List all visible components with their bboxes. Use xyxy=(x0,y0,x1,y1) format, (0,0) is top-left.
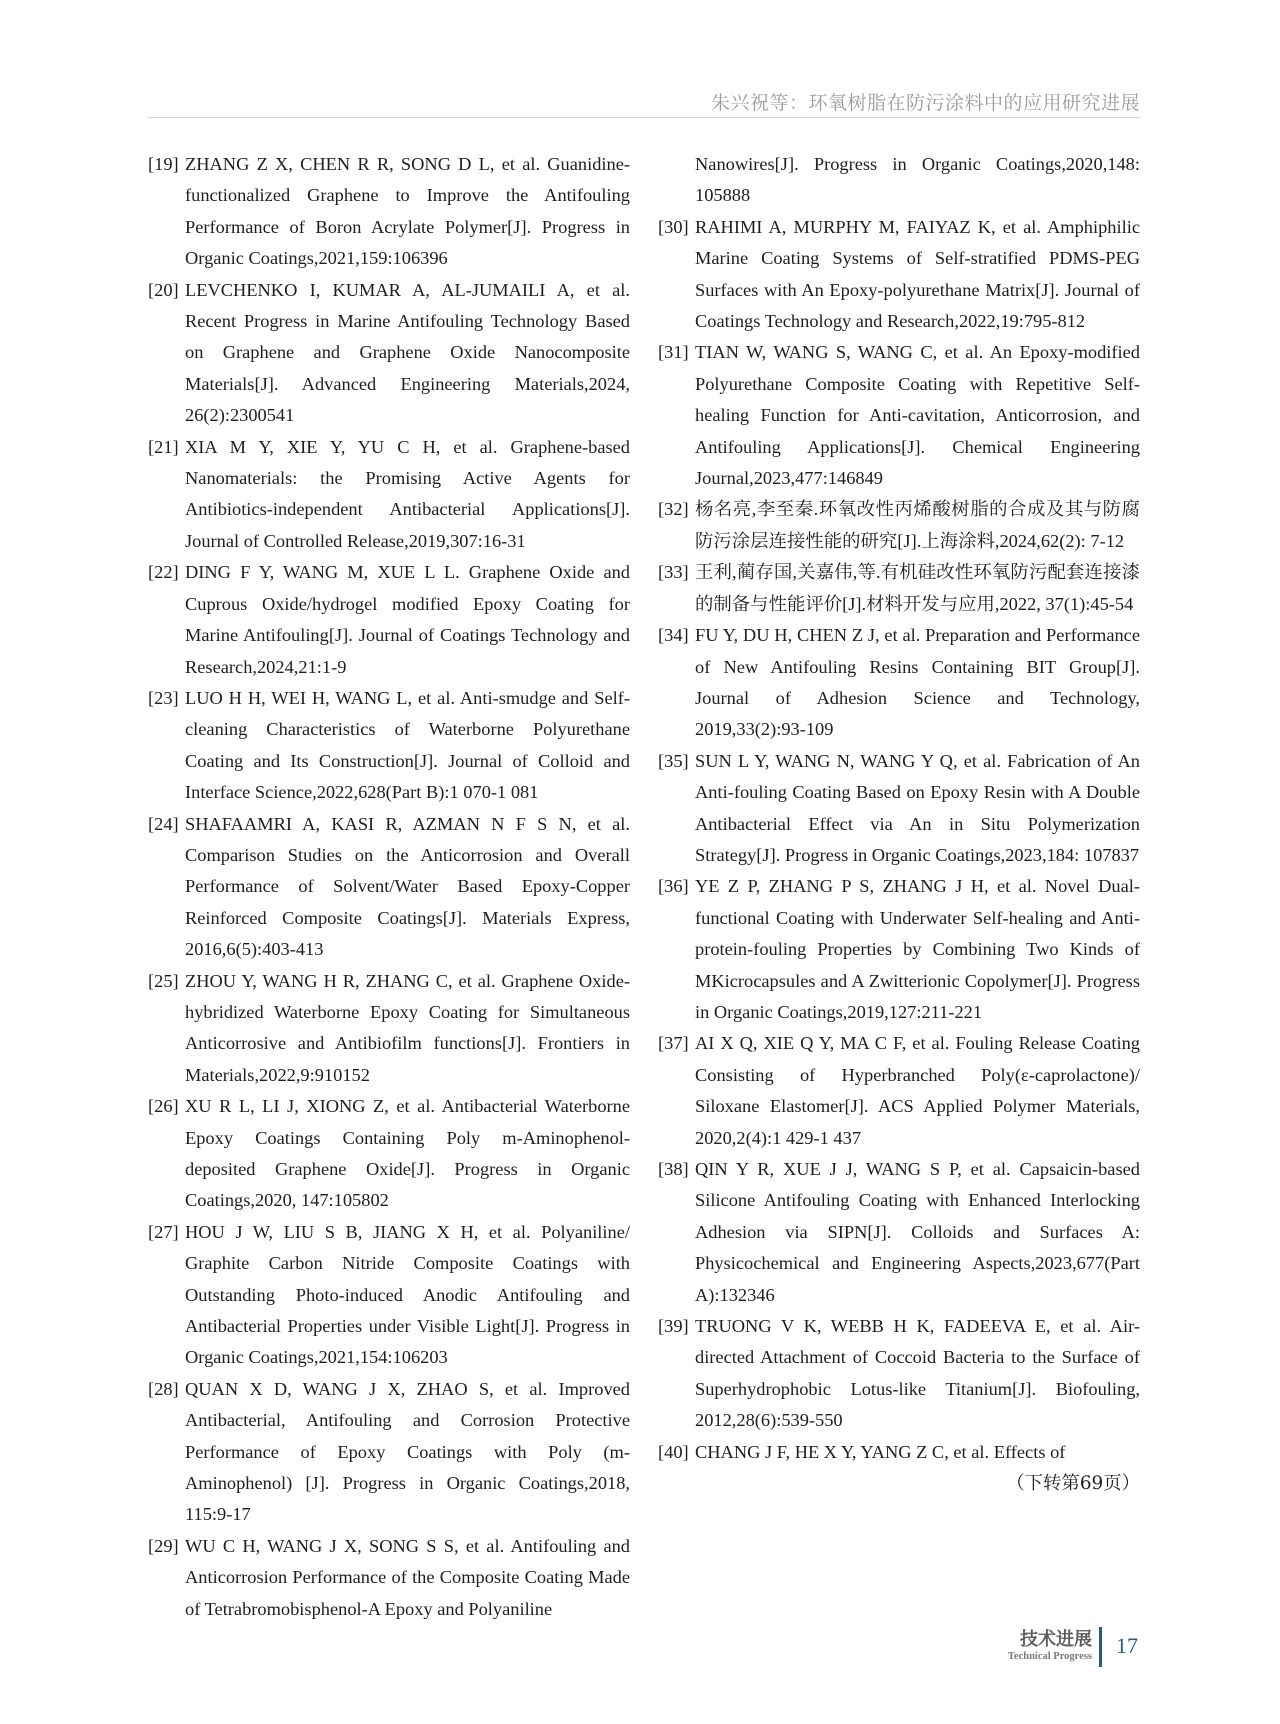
reference-31 xyxy=(658,337,1140,494)
references-right-column xyxy=(658,149,1140,1499)
reference-text: TRUONG V K, WEBB H K, FADEEVA E, et al. Air-directed Attachment of Coccoid Bacteria to the Surface of Superhydrophobic Lotus-like Titanium[J]. Biofouling, 2012,28(6):539-550 xyxy=(695,1316,1140,1431)
reference-22 xyxy=(148,557,630,683)
reference-38 xyxy=(658,1154,1140,1311)
reference-text: LEVCHENKO I, KUMAR A, AL-JUMAILI A, et al. Recent Progress in Marine Antifouling Technology Based on Graphene and Graphene Oxide Nanocomposite Materials[J]. Advanced Engineering Materials,2024, 26(2):2300541 xyxy=(185,279,630,426)
page-footer xyxy=(918,1625,1138,1675)
continued-note: （下转第69页） xyxy=(1006,1473,1140,1495)
reference-39 xyxy=(658,1311,1140,1437)
reference-number: [24] xyxy=(148,813,179,834)
reference-text: 杨名亮,李至秦.环氧改性丙烯酸树脂的合成及其与防腐防污涂层连接性能的研究[J].上海涂料,2024,62(2): 7-12 xyxy=(695,499,1140,551)
header-rule xyxy=(148,117,1140,118)
reference-text: TIAN W, WANG S, WANG C, et al. An Epoxy-modified Polyurethane Composite Coating with Repetitive Self-healing Function for Anti-cavitation, Anticorrosion, and Antifouling Applications[J]. Chemical Engineering Journal,2023,477:146849 xyxy=(695,342,1140,489)
footer-divider xyxy=(1099,1627,1102,1667)
reference-text: SUN L Y, WANG N, WANG Y Q, et al. Fabrication of An Anti-fouling Coating Based on Epoxy Resin with A Double Antibacterial Effect via An in Situ Polymerization Strategy[J]. Progress in Organic Coatings,2023,184: 107837 xyxy=(695,750,1140,865)
section-name-en: Technical Progress xyxy=(1007,1651,1092,1662)
reference-number: [37] xyxy=(658,1033,689,1054)
reference-number: [27] xyxy=(148,1221,179,1242)
reference-number: [36] xyxy=(658,876,689,897)
reference-number: [34] xyxy=(658,625,689,646)
section-name-cn: 技术进展 xyxy=(1020,1629,1092,1650)
reference-number: [26] xyxy=(148,1096,179,1117)
references-left-column xyxy=(148,149,630,1625)
reference-number: [20] xyxy=(148,279,179,300)
reference-21 xyxy=(148,432,630,558)
reference-number: [33] xyxy=(658,562,689,583)
reference-text: FU Y, DU H, CHEN Z J, et al. Preparation and Performance of New Antifouling Resins Containing BIT Group[J]. Journal of Adhesion Science and Technology, 2019,33(2):93-109 xyxy=(695,625,1140,740)
reference-33 xyxy=(658,557,1140,620)
reference-number: [29] xyxy=(148,1535,179,1556)
reference-number: [30] xyxy=(658,216,689,237)
reference-number: [19] xyxy=(148,154,179,174)
reference-text: YE Z P, ZHANG P S, ZHANG J H, et al. Novel Dual-functional Coating with Underwater Self-healing and Anti-protein-fouling Properties by Combining Two Kinds of MKicrocapsules and A Zwitterionic Copolymer[J]. Progress in Organic Coatings,2019,127:211-221 xyxy=(695,876,1140,1022)
reference-29 xyxy=(148,1531,630,1625)
reference-number: [38] xyxy=(658,1159,689,1179)
reference-text: DING F Y, WANG M, XUE L L. Graphene Oxide and Cuprous Oxide/hydrogel modified Epoxy Coating for Marine Antifouling[J]. Journal of Coatings Technology and Research,2024,21:1-9 xyxy=(185,562,630,677)
reference-text: QIN Y R, XUE J J, WANG S P, et al. Capsaicin-based Silicone Antifouling Coating with Enhanced Interlocking Adhesion via SIPN[J]. Colloids and Surfaces A: Physicochemical and Engineering Aspects,2023,677(Part A):132346 xyxy=(695,1159,1140,1305)
reference-27 xyxy=(148,1217,630,1374)
reference-20 xyxy=(148,275,630,432)
reference-text: WU C H, WANG J X, SONG S S, et al. Antifouling and Anticorrosion Performance of the Composite Coating Made of Tetrabromobisphenol-A Epoxy and Polyaniline xyxy=(185,1535,630,1619)
reference-28 xyxy=(148,1374,630,1531)
reference-text: SHAFAAMRI A, KASI R, AZMAN N F S N, et al. Comparison Studies on the Anticorrosion and Overall Performance of Solvent/Water Based Epoxy-Copper Reinforced Composite Coatings[J]. Materials Express, 2016,6(5):403-413 xyxy=(185,813,630,960)
reference-text: LUO H H, WEI H, WANG L, et al. Anti-smudge and Self-cleaning Characteristics of Waterborne Polyurethane Coating and Its Construction[J]. Journal of Colloid and Interface Science,2022,628(Part B):1 070-1 081 xyxy=(185,687,630,803)
reference-number: [25] xyxy=(148,970,179,991)
reference-text: 王利,蔺存国,关嘉伟,等.有机硅改性环氧防污配套连接漆的制备与性能评价[J].材料开发与应用,2022, 37(1):45-54 xyxy=(695,562,1140,614)
reference-number: [32] xyxy=(658,499,689,520)
reference-text: ZHANG Z X, CHEN R R, SONG D L, et al. Guanidine-functionalized Graphene to Improve the Antifouling Performance of Boron Acrylate Polymer[J]. Progress in Organic Coatings,2021,159:106396 xyxy=(185,154,630,269)
reference-number: [31] xyxy=(658,342,689,363)
reference-number: [28] xyxy=(148,1378,179,1399)
reference-number: [22] xyxy=(148,562,179,583)
reference-29-continuation: Nanowires[J]. Progress in Organic Coatings,2020,148: 105888 xyxy=(695,154,1140,206)
reference-24 xyxy=(148,809,630,966)
running-title: 朱兴祝等：环氧树脂在防污涂料中的应用研究进展 xyxy=(710,92,1140,114)
reference-23 xyxy=(148,683,630,809)
reference-37 xyxy=(658,1028,1140,1154)
reference-text: RAHIMI A, MURPHY M, FAIYAZ K, et al. Amphiphilic Marine Coating Systems of Self-stratified PDMS-PEG Surfaces with An Epoxy-polyurethane Matrix[J]. Journal of Coatings Technology and Research,2022,19:795-812 xyxy=(695,216,1140,332)
reference-32 xyxy=(658,494,1140,557)
reference-26 xyxy=(148,1091,630,1217)
reference-text: AI X Q, XIE Q Y, MA C F, et al. Fouling Release Coating Consisting of Hyperbranched Poly(ε-caprolactone)/ Siloxane Elastomer[J]. ACS Applied Polymer Materials, 2020,2(4):1 429-1 437 xyxy=(695,1033,1140,1148)
reference-30 xyxy=(658,212,1140,338)
reference-text: HOU J W, LIU S B, JIANG X H, et al. Polyaniline/ Graphite Carbon Nitride Composite Coatings with Outstanding Photo-induced Anodic Antifouling and Antibacterial Properties under Visible Light[J]. Progress in Organic Coatings,2021,154:106203 xyxy=(185,1221,630,1368)
page-number: 17 xyxy=(1116,1633,1138,1658)
reference-number: [21] xyxy=(148,436,179,457)
reference-text: CHANG J F, HE X Y, YANG Z C, et al. Effects of xyxy=(695,1441,1066,1462)
reference-text: XIA M Y, XIE Y, YU C H, et al. Graphene-based Nanomaterials: the Promising Active Agents for Antibiotics-independent Antibacterial Applications[J]. Journal of Controlled Release,2019,307:16-31 xyxy=(185,436,630,551)
reference-25 xyxy=(148,966,630,1092)
reference-text: QUAN X D, WANG J X, ZHAO S, et al. Improved Antibacterial, Antifouling and Corrosion Protective Performance of Epoxy Coatings with Poly (m-Aminophenol) [J]. Progress in Organic Coatings,2018, 115:9-17 xyxy=(185,1378,630,1525)
reference-number: [23] xyxy=(148,687,179,708)
reference-number: [40] xyxy=(658,1441,689,1462)
reference-34 xyxy=(658,620,1140,746)
reference-40 xyxy=(658,1437,1140,1468)
reference-19 xyxy=(148,149,630,275)
reference-number: [39] xyxy=(658,1316,689,1337)
reference-number: [35] xyxy=(658,750,689,771)
reference-text: XU R L, LI J, XIONG Z, et al. Antibacterial Waterborne Epoxy Coatings Containing Poly m-Aminophenol-deposited Graphene Oxide[J]. Progress in Organic Coatings,2020, 147:105802 xyxy=(185,1096,630,1211)
reference-text: ZHOU Y, WANG H R, ZHANG C, et al. Graphene Oxide-hybridized Waterborne Epoxy Coating for Simultaneous Anticorrosive and Antibiofilm functions[J]. Frontiers in Materials,2022,9:910152 xyxy=(185,970,630,1085)
reference-36 xyxy=(658,871,1140,1028)
reference-35 xyxy=(658,746,1140,872)
